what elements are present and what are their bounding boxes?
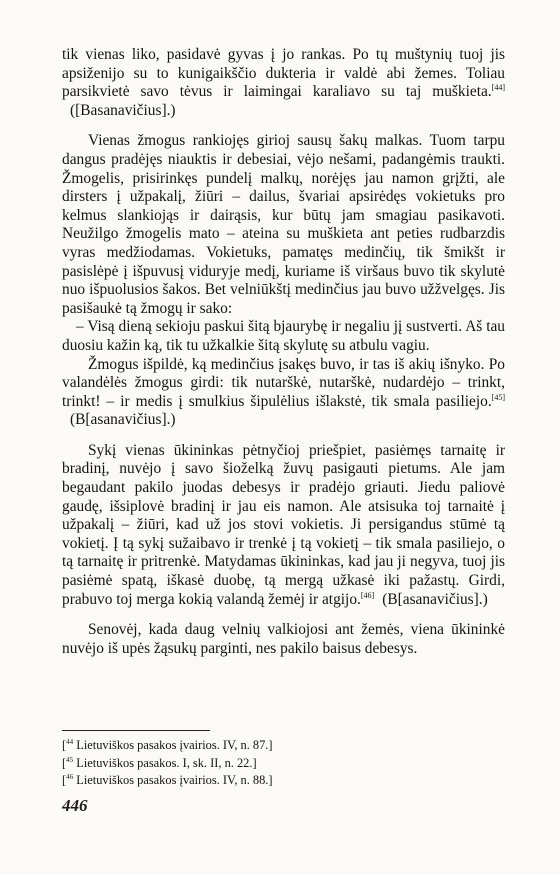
footnotes — [62, 737, 505, 790]
page-number: 446 — [62, 796, 88, 815]
source-attribution: (B[asanavičius].) — [70, 411, 176, 429]
footnote-ref-45: [45] — [491, 392, 505, 402]
paragraph-2: Vienas žmogus rankiojęs girioj sausų šakų malkas. Tuom tarpu dangus pradėjęs niauktis ir debesiai, vėjo nešami, padangėmis traukti. Žmogelis, prisirinkęs pundelį malkų, norėjęs jau namon grįžti, ale dirsters į užpakalį, žiūri – dailus, švariai apsirėdęs vokietuks pro kelmus slankiojąs ir dairąsis, kur būtų jam smagiau pasikavoti. Neužilgo žmogelis mato – ateina su muškieta ant peties rudbarzdis vyras medžiodamas. Vokietuks, pamatęs medinčių, tik šmikšt ir pasislėpė į išpuvusį viduryje medį, kuriame iš viršaus buvo tik skylutė nuo išpuolusios šakos. Bet velniūkštį medinčius jau buvo užžvelgęs. Jis pasišaukė tą žmogų ir sako: — [62, 132, 505, 317]
main-text — [62, 46, 505, 658]
footnote-44: [$^{44}$ Lietuviškos pasakos įvairios. IV, n. 87.] — [62, 738, 273, 752]
paragraph-6: Senovėj, kada daug velnių valkiojosi ant žemės, viena ūkininkė nuvėjo iš upės žąsukų parginti, nes pakilo baisus debesys. — [62, 621, 505, 657]
paragraph-4: Žmogus išpildė, ką medinčius įsakęs buvo, ir tas iš akių išnyko. Po valandėlės žmogus girdi: tik nutarškė, nutarškė, nudardėjo – trinkt, trinkt! – ir medis į smulkius šipulėlius išlakstė, tik smala pasiliejo.[45](B[asanavičius].) — [62, 355, 505, 429]
source-attribution: ([Basanavičius].) — [70, 101, 176, 119]
footnote-ref-46: [46] — [360, 590, 375, 600]
footnote-46: [$^{46}$ Lietuviškos pasakos įvairios. IV, n. 88.] — [62, 773, 273, 788]
footnote-number: 45 — [66, 755, 74, 764]
paragraph-1: tik vienas liko, pasidavė gyvas į jo rankas. Po tų muštynių tuoj jis apsiženijo su to kunigaikščio dukteria ir valdė abi žemes. Toliau parsikvietė savo tėvus ir laimingai karaliavo su taj muškieta.[44]([Basanavičius].) — [62, 46, 505, 119]
paragraph-3-dialog: – Visą dieną sekioju paskui šitą bjaurybę ir negaliu jį sustverti. Aš tau duosiu kažin ką, tik tu užkalkie šitą skylutę su atbulu vagiu. — [62, 318, 505, 354]
source-attribution: (B[asanavičius].) — [382, 590, 488, 608]
footnote-divider — [62, 730, 210, 731]
footnote-ref-44: [44] — [491, 83, 505, 93]
footnote-45: [$^{45}$ Lietuviškos pasakos. I, sk. II, n. 22.] — [62, 755, 257, 770]
footnote-number: 44 — [66, 738, 74, 746]
footnote-number: 46 — [66, 773, 74, 782]
paragraph-5: Sykį vienas ūkininkas pėtnyčioj priešpiet, pasiėmęs tarnaitę ir bradinį, nuvėjo į savo šioželką žuvų pasigauti pietums. Ale jam begaudant pakilo juodas debesys ir pradėjo griauti. Jiedu paliovė gaudę, išsiplovė bradinį ir jau eis namon. Ale atsisuka toj tarnaitė į užpakalį – žiūri, kad už jos stovi vokietis. Ji persigandus stūmė tą vokietį. Į tą sykį sužaibavo ir trenkė į tą vokietį – tik smala pasiliejo, o tą tarnaitę ir pritrenkė. Matydamas ūkininkas, kad jau ji negyva, tuoj jis pasiėmė spatą, iškasė duobę, tą mergą užkasė iki pažastų. Girdi, prabuvo toj merga kokią valandą žemėj ir atgijo.[46] (B[asanavičius].) — [62, 441, 505, 608]
